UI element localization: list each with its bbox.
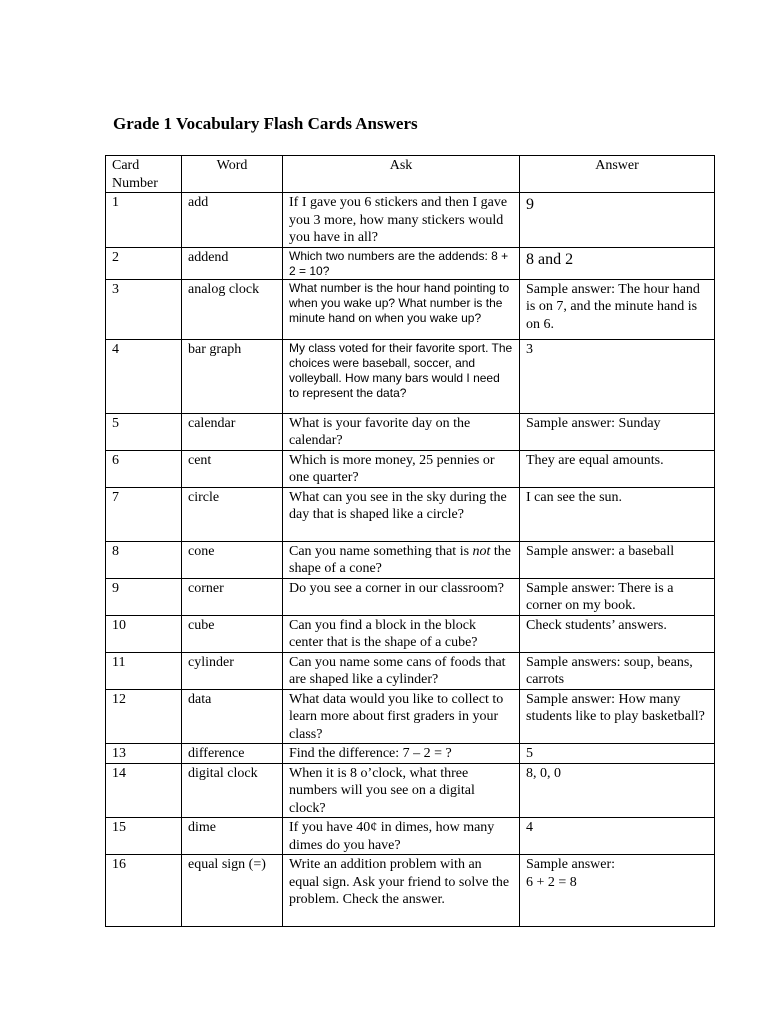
card-answer: I can see the sun. (520, 487, 715, 541)
card-word: cone (182, 541, 283, 578)
card-answer (520, 855, 715, 927)
card-number: 2 (106, 247, 182, 279)
card-answer: 3 (520, 339, 715, 413)
table-row (106, 744, 715, 764)
card-word: circle (182, 487, 283, 541)
card-number: 9 (106, 578, 182, 615)
card-answer: Check students’ answers. (520, 615, 715, 652)
card-ask (283, 541, 520, 578)
card-word: corner (182, 578, 283, 615)
card-word: cylinder (182, 652, 283, 689)
table-row (106, 487, 715, 541)
card-word: dime (182, 818, 283, 855)
ask-text: the shape of a cone? (289, 543, 512, 576)
card-word: data (182, 689, 283, 744)
card-number: 1 (106, 193, 182, 248)
card-ask: Write an addition problem with an equal sign. Ask your friend to solve the problem. Check the answer. (283, 855, 520, 927)
card-ask: Find the difference: 7 – 2 = ? (283, 744, 520, 764)
card-ask: What data would you like to collect to learn more about first graders in your class? (283, 689, 520, 744)
ask-emphasis: not (472, 543, 491, 559)
table-row (106, 450, 715, 487)
card-word: calendar (182, 413, 283, 450)
table-row (106, 652, 715, 689)
table-row (106, 193, 715, 248)
table-row (106, 541, 715, 578)
card-ask: What can you see in the sky during the day that is shaped like a circle? (283, 487, 520, 541)
card-number: 13 (106, 744, 182, 764)
header-ask: Ask (283, 156, 520, 193)
card-answer: 5 (520, 744, 715, 764)
ask-text: Can you name something that is (289, 543, 473, 559)
card-word: digital clock (182, 763, 283, 818)
card-word: cent (182, 450, 283, 487)
card-number: 8 (106, 541, 182, 578)
flash-cards-table (105, 155, 715, 927)
card-number: 15 (106, 818, 182, 855)
card-answer: 9 (520, 193, 715, 248)
card-answer: 4 (520, 818, 715, 855)
header-word: Word (182, 156, 283, 193)
card-answer: Sample answer: There is a corner on my book. (520, 578, 715, 615)
card-word: add (182, 193, 283, 248)
table-row (106, 818, 715, 855)
card-ask: If I gave you 6 stickers and then I gave you 3 more, how many stickers would you have in all? (283, 193, 520, 248)
card-word: difference (182, 744, 283, 764)
card-word: equal sign (=) (182, 855, 283, 927)
card-number: 6 (106, 450, 182, 487)
card-ask: What is your favorite day on the calendar? (283, 413, 520, 450)
card-ask: Which is more money, 25 pennies or one quarter? (283, 450, 520, 487)
card-word: analog clock (182, 279, 283, 339)
table-row (106, 339, 715, 413)
card-number: 3 (106, 279, 182, 339)
card-ask: Can you find a block in the block center that is the shape of a cube? (283, 615, 520, 652)
card-answer: They are equal amounts. (520, 450, 715, 487)
card-answer: Sample answer: a baseball (520, 541, 715, 578)
table-row (106, 763, 715, 818)
card-answer: 8, 0, 0 (520, 763, 715, 818)
answer-line: 6 + 2 = 8 (526, 874, 577, 890)
header-card-number: Card Number (106, 156, 182, 193)
card-ask: If you have 40¢ in dimes, how many dimes do you have? (283, 818, 520, 855)
card-number: 11 (106, 652, 182, 689)
card-number: 4 (106, 339, 182, 413)
card-word: cube (182, 615, 283, 652)
card-number: 7 (106, 487, 182, 541)
card-answer: Sample answer: How many students like to play basketball? (520, 689, 715, 744)
card-number: 14 (106, 763, 182, 818)
table-row (106, 279, 715, 339)
card-word: addend (182, 247, 283, 279)
card-answer: Sample answer: The hour hand is on 7, and the minute hand is on 6. (520, 279, 715, 339)
card-number: 12 (106, 689, 182, 744)
card-answer: 8 and 2 (520, 247, 715, 279)
page-title: Grade 1 Vocabulary Flash Cards Answers (113, 114, 418, 133)
table-row (106, 413, 715, 450)
card-answer: Sample answers: soup, beans, carrots (520, 652, 715, 689)
card-ask: Do you see a corner in our classroom? (283, 578, 520, 615)
card-answer: Sample answer: Sunday (520, 413, 715, 450)
card-number: 5 (106, 413, 182, 450)
card-ask: Which two numbers are the addends: 8 + 2 = 10? (283, 247, 520, 279)
table-row (106, 855, 715, 927)
card-ask: When it is 8 o’clock, what three numbers will you see on a digital clock? (283, 763, 520, 818)
card-number: 16 (106, 855, 182, 927)
card-ask: Can you name some cans of foods that are shaped like a cylinder? (283, 652, 520, 689)
answer-line: Sample answer: (526, 857, 616, 872)
header-answer: Answer (520, 156, 715, 193)
table-header-row (106, 156, 715, 193)
table-row (106, 247, 715, 279)
card-word: bar graph (182, 339, 283, 413)
table-row (106, 615, 715, 652)
table-row (106, 578, 715, 615)
card-ask: What number is the hour hand pointing to when you wake up? What number is the minute hand on when you wake up? (283, 279, 520, 339)
card-ask: My class voted for their favorite sport. The choices were baseball, soccer, and volleyball. How many bars would I need to represent the data? (283, 339, 520, 413)
table-row (106, 689, 715, 744)
card-number: 10 (106, 615, 182, 652)
